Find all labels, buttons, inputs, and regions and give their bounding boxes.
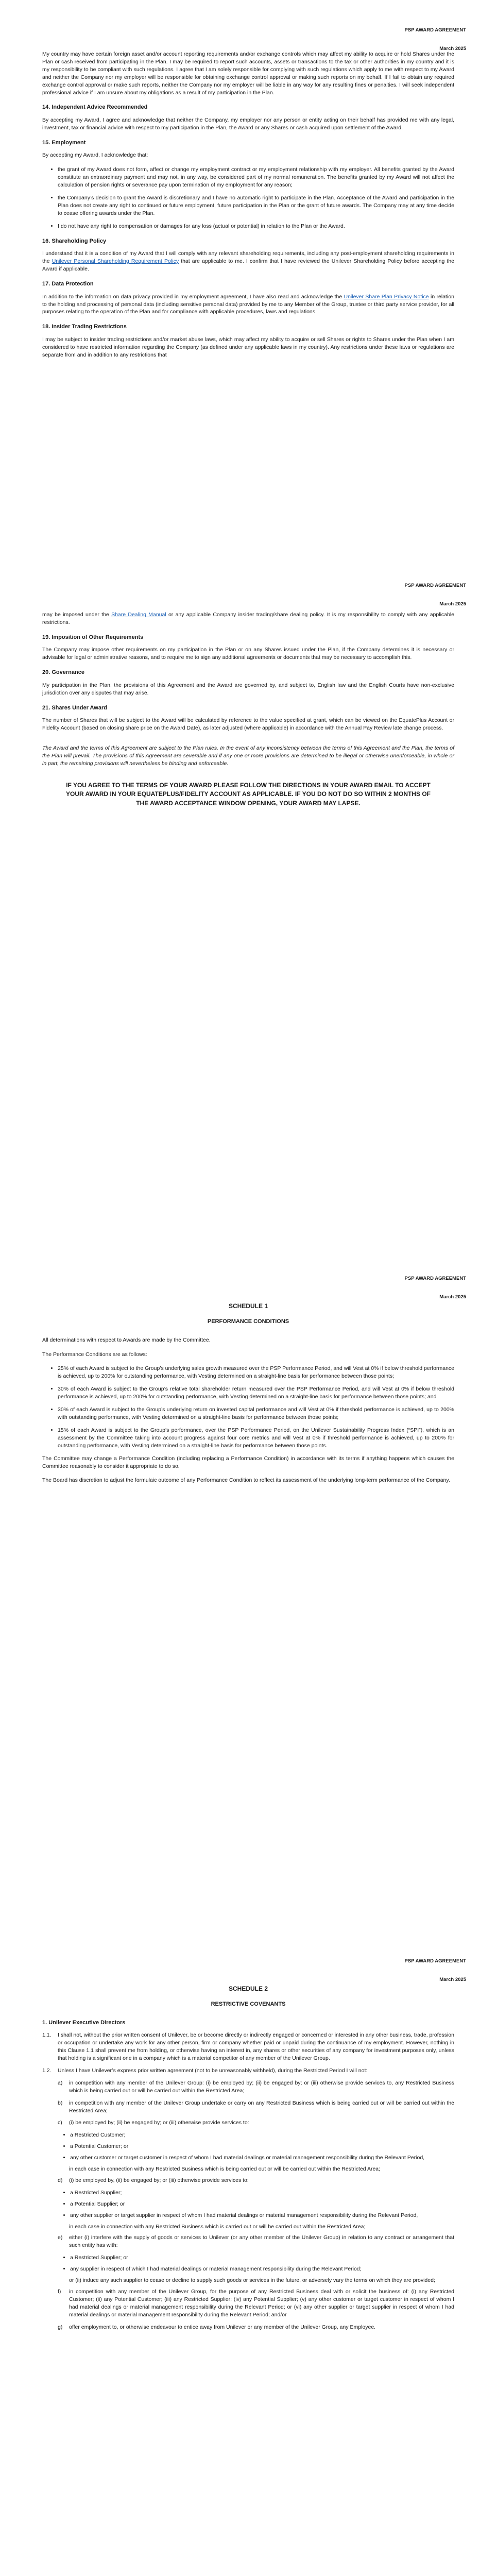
section-18-continuation: may be imposed under the Share Dealing Manual or any applicable Company insider trading/share dealing policy. It is my responsibility to comply with any applicable restrictions. [42,612,454,625]
document-page-2 [0,582,497,1200]
section-15-lead: By accepting my Award, I acknowledge that: [42,152,148,159]
document-page-1 [0,0,497,567]
clause-e-list [42,2254,454,2273]
clause-1-2-a: a) in competition with any member of the Unilever Group: (i) be employed by; (ii) be engaged by; or (iii) otherwise provide services to, any Restricted Business which is being carried out or will be carried out within the Restricted Area; [58,2079,454,2094]
page-header [405,27,466,53]
schedule-2-title: SCHEDULE 2 [228,1985,268,1992]
list-item: • a Potential Customer; or [70,2143,454,2150]
list-item: • a Potential Supplier; or [70,2200,454,2208]
section-21-text: The number of Shares that will be subject to the Award will be calculated by reference to the value specified at grant, which can be viewed on the EquatePlus Account or Fidelity Account (based on closing share price on the Award Date), as later adjusted (where applicable) in accordance with the Annual Pay Review late change process. [42,717,454,732]
shareholding-policy-link[interactable]: Unilever Personal Shareholding Requirement Policy [52,258,179,265]
plan-rules-note: The Award and the terms of this Agreement are subject to the Plan rules. In the event of any inconsistency between the terms of this Agreement and the Plan, the terms of the Plan will prevail. The provisions of this Agreement are severable and if any one or more provisions are determined to be illegal or otherwise unenforceable, in whole or in part, the remaining provisions will nevertheless be binding and enforceable. [42,745,454,767]
section-18-text: I may be subject to insider trading restrictions and/or market abuse laws, which may affect my ability to acquire or sell Shares or rights to Shares under the Plan when I am considered to have restricted information regarding the Company (as defined under any applicable laws in my country). Any restrictions under these laws or regulations are separate from and in addition to any restrictions that [42,336,454,358]
clause-1-2: 1.2. Unless I have Unilever’s express prior written agreement (not to be unreasonably withheld), during the Restricted Period I will not: [42,2067,368,2074]
header-title: PSP AWARD AGREEMENT [404,1276,466,1281]
header-title: PSP AWARD AGREEMENT [404,27,466,33]
clause-c-tail: in each case in connection with any Restricted Business which is being carried out or will be carried out within the Restricted Area; [69,2166,381,2173]
header-date: March 2025 [439,601,466,607]
list-item: • any supplier in respect of which I had material dealings or material management responsibility during the Relevant Period; [70,2265,454,2273]
clause-1-2-g: g) offer employment to, or otherwise endeavour to entice away from Unilever or any member of the Unilever Group, any Employee. [58,2324,376,2330]
list-item: • a Restricted Customer; [70,2131,454,2139]
schedule-1-change-paragraph: The Committee may change a Performance Condition (including replacing a Performance Condition) in accordance with its terms if anything happens which causes the Committee reasonably to consider it appropriate to do so. [42,1455,454,1469]
list-item: • 30% of each Award is subject to the Group’s relative total shareholder return measured over the PSP Performance Period, and will Vest at 0% if below threshold performance is achieved, up to 200% for outstanding performance, with Vesting determined on a straight-line basis for performance between those points; and [58,1385,454,1401]
section-heading-17: 17. Data Protection [42,281,94,287]
clause-1-2-c: c) (i) be employed by; (ii) be engaged by; or (iii) otherwise provide services to: [58,2120,249,2126]
privacy-notice-link[interactable]: Unilever Share Plan Privacy Notice [344,293,429,300]
section-heading-20: 20. Governance [42,669,84,676]
list-item: • 15% of each Award is subject to the Group’s performance, over the PSP Performance Period, on the Unilever Sustainability Progress Index (“SPI”), which is an assessment by the Committee taking into account progress against four core metrics and will Vest at 0% if threshold performance is achieved, up to 200% for outstanding performance, with Vesting determined on a straight-line basis for performance between those points. [58,1427,454,1450]
clause-1-1: 1.1. I shall not, without the prior written consent of Unilever, be or become directly or indirectly engaged or concerned or interested in any other business, trade, profession or occupation or undertake any work for any other person, firm or company whether paid or unpaid during the continuance of my employment. However, nothing in this Clause 1.1 shall prevent me from holding, or otherwise having an interest in, any shares or other securities of any company for investment purposes only, unless that holding is a significant one in a company which is a material competitor of any member of the Unilever Group. [42,2032,454,2061]
schedule-1-lead: The Performance Conditions are as follows: [42,1351,147,1358]
page-header [405,1275,466,1301]
performance-conditions-list [42,1365,454,1449]
list-item: • any other customer or target customer in respect of whom I had material dealings or material management responsibility during the Relevant Period, [70,2154,454,2162]
clause-d-list [42,2189,454,2219]
section-heading-18: 18. Insider Trading Restrictions [42,324,127,330]
section-heading-16: 16. Shareholding Policy [42,238,107,244]
list-item: • I do not have any right to compensation or damages for any loss (actual or potential) in relation to the Plan or the Award. [58,223,454,230]
schedule-1-intro: All determinations with respect to Awards are made by the Committee. [42,1336,211,1343]
list-item: • the Company’s decision to grant the Award is discretionary and I have no automatic right to participate in the Plan. Acceptance of the Award and participation in the Plan does not create any right to continued or future employment, future participation in the Plan or the grant of future awards. The Company may at any time decide to cease offering awards under the Plan. [58,194,454,217]
schedule-1-discretion-paragraph: The Board has discretion to adjust the formulaic outcome of any Performance Condition to reflect its assessment of the underlying long-term performance of the Company. [42,1477,450,1484]
header-date: March 2025 [439,1976,466,1982]
schedule-2-heading: 1. Unilever Executive Directors [42,2019,126,2026]
share-dealing-manual-link[interactable]: Share Dealing Manual [111,612,166,618]
list-item: • a Restricted Supplier; or [70,2254,454,2262]
section-14-text: By accepting my Award, I agree and acknowledge that neither the Company, my employer nor any person or entity acting on their behalf has provided me with any legal, investment, tax or financial advice with respect to my participation in the Plan, the Award or any Shares or cash acquired upon settlement of the Award. [42,117,454,131]
exchange-control-paragraph: My country may have certain foreign asset and/or account reporting requirements and/or exchange controls which may affect my ability to acquire or hold Shares under the Plan or cash received from participating in the Plan. I may be required to report such accounts, assets or transactions to the tax or other authorities in my country and it is my responsibility to be compliant with such regulations. I agree that I am solely responsible for complying with such regulations which apply to me with respect to my Award and neither the Company nor my employer will be responsible for obtaining exchange control approval or making such reports on my behalf. If I fail to obtain any required exchange control approval or make such reports, neither the Company nor my employer will be liable in any way for any resulting fines or penalties. I will seek independent professional advice if I am unsure about my obligations as a result of my participation in the Plan. [42,51,454,96]
clause-1-2-f: f) in competition with any member of the Unilever Group, for the purpose of any Restricted Business deal with or solicit the business of: (i) any Restricted Customer; (ii) any Potential Customer; (iii) any Restricted Supplier; (iv) any Potential Supplier; (v) any other customer or target customer in respect of whom I had material dealings or material management responsibility during the Relevant Period; or (vi) any other supplier or target supplier in respect of whom I had material dealings or material management responsibility during the Relevant Period; and/or [58,2289,454,2318]
page-header [405,1958,466,1984]
section-heading-21: 21. Shares Under Award [42,704,107,711]
clause-1-2-d: d) (i) be employed by, (ii) be engaged by; or (iii) otherwise provide services to: [58,2177,249,2183]
clause-d-tail: in each case in connection with any Restricted Business which is carried out or will be carried out within the Restricted Area; [69,2223,366,2230]
clause-1-2-e: e) either (i) interfere with the supply of goods or services to Unilever (or any other member of the Unilever Group) in relation to any contract or arrangement that such entity has with: [58,2234,454,2249]
schedule-1-page [0,1275,497,1739]
schedule-1-subtitle: PERFORMANCE CONDITIONS [207,1318,289,1325]
section-19-text: The Company may impose other requirements on my participation in the Plan or on any Shares issued under the Plan, if the Company determines it is necessary or advisable for legal or administrative reasons, and to require me to sign any additional agreements or documents that may be necessary to accomplish this. [42,647,454,661]
section-17-text: In addition to the information on data privacy provided in my employment agreement, I have also read and acknowledge the Unilever Share Plan Privacy Notice in relation to the holding and processing of personal data (including sensitive personal data) provided by me to any Member of the Group, trustee or third party service provider, for all purposes relating to the operation of the Plan and for compliance with applicable procedures, laws and regulations. [42,293,454,315]
list-item: • 30% of each Award is subject to the Group’s underlying return on invested capital performance and will Vest at 0% if threshold performance is achieved, up to 200% with outstanding performance, with Vesting determined on a straight-line basis for performance between those points; [58,1406,454,1421]
header-date: March 2025 [439,45,466,52]
schedule-2-page [0,1958,497,2576]
schedule-2-subtitle: RESTRICTIVE COVENANTS [211,2001,286,2008]
list-item: • the grant of my Award does not form, affect or change my employment contract or my employment relationship with my employer. All benefits granted by the Award constitute an extraordinary payment and may not, in any way, be considered part of my normal remuneration. The benefits granted by my Award will not affect the calculation of pension rights or severance pay upon termination of my employment for any reason; [58,166,454,189]
clause-c-list [42,2131,454,2162]
page-header [405,582,466,608]
section-20-text: My participation in the Plan, the provisions of this Agreement and the Award are governed by, and subject to, English law and the English Courts have non-exclusive jurisdiction over any disputes that may arise. [42,682,454,696]
schedule-1-title: SCHEDULE 1 [228,1302,268,1310]
section-heading-15: 15. Employment [42,139,86,146]
header-title: PSP AWARD AGREEMENT [404,1958,466,1964]
clause-e-tail: or (ii) induce any such supplier to cease or decline to supply such goods or services in the future, or adversely vary the terms on which they are provided; [69,2277,435,2284]
employment-bullet-list [42,166,454,230]
list-item: • 25% of each Award is subject to the Group’s underlying sales growth measured over the PSP Performance Period, and will Vest at 0% if below threshold performance is achieved, up to 200% for outstanding performance, with Vesting determined on a straight-line basis for performance between those points; [58,1365,454,1380]
section-heading-14: 14. Independent Advice Recommended [42,104,148,111]
header-title: PSP AWARD AGREEMENT [404,583,466,588]
list-item: • any other supplier or target supplier in respect of whom I had material dealings or material management responsibility during the Relevant Period, [70,2212,454,2219]
section-16-text: I understand that it is a condition of my Award that I will comply with any relevant shareholding requirements, including any post-employment shareholding requirements in the Unilever Personal Shareholding Requirement Policy that are applicable to me. I confirm that I have reviewed the Unilever Shareholding Policy before accepting the Award if applicable. [42,250,455,273]
list-item: • a Restricted Supplier; [70,2189,454,2197]
acceptance-notice: IF YOU AGREE TO THE TERMS OF YOUR AWARD PLEASE FOLLOW THE DIRECTIONS IN YOUR AWARD EMAIL TO ACCEPT YOUR AWARD IN YOUR EQUATEPLUS/FIDELITY ACCOUNT AS APPLICABLE. IF YOU DO NOT DO SO WITHIN 2 MONTHS OF THE AWARD ACCEPTANCE WINDOW OPENING, YOUR AWARD MAY LAPSE. [65,781,431,807]
clause-1-2-b: b) in competition with any member of the Unilever Group undertake or carry on any Restricted Business which is being carried out or will be carried out within the Restricted Area; [58,2099,454,2114]
header-date: March 2025 [439,1294,466,1300]
section-heading-19: 19. Imposition of Other Requirements [42,634,144,640]
